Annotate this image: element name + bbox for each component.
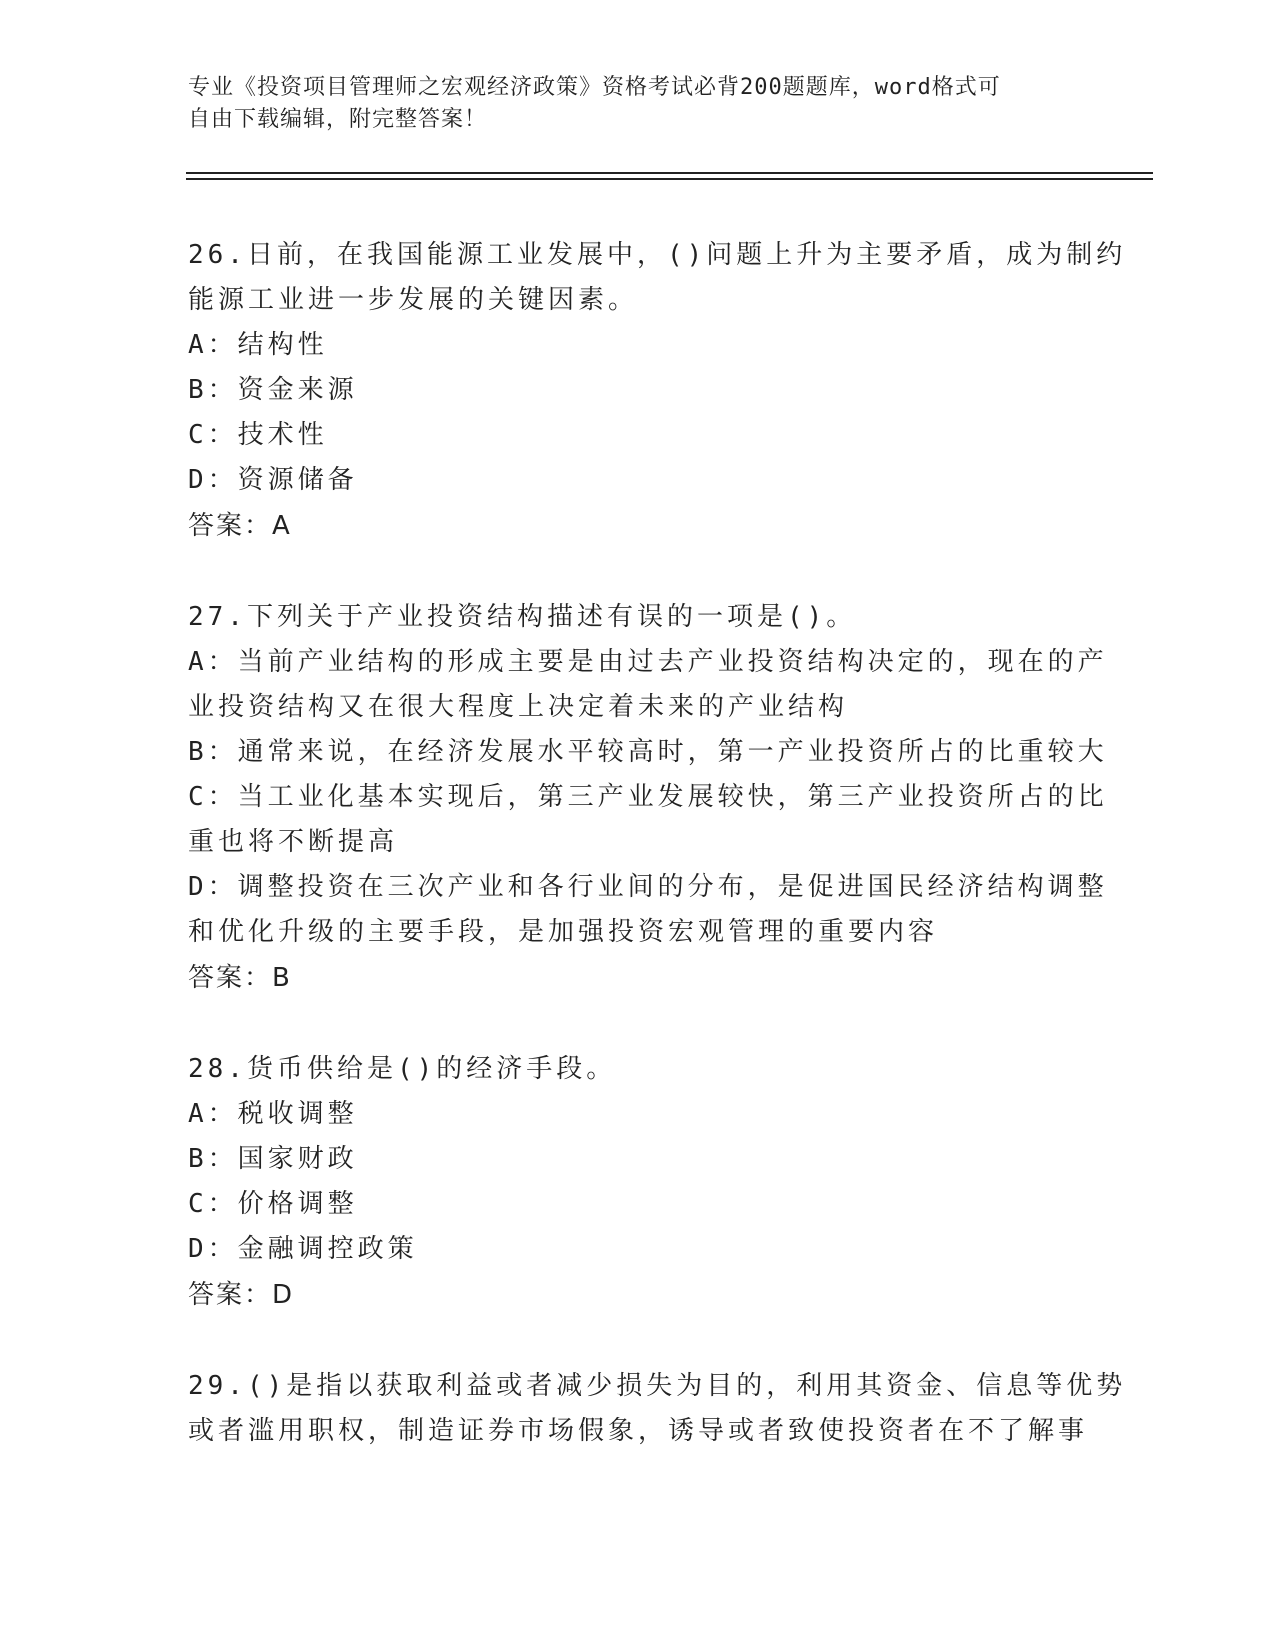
header-rule-bottom (186, 178, 1153, 180)
answer: 答案：A (188, 511, 292, 541)
option-a: A：结构性 (188, 330, 328, 360)
question-29 (188, 1364, 1127, 1454)
option-c-cont: 重也将不断提高 (188, 827, 399, 857)
question-text: 27.下列关于产业投资结构描述有误的一项是()。 (188, 602, 857, 632)
question-text: 或者滥用职权，制造证券市场假象，诱导或者致使投资者在不了解事 (188, 1416, 1089, 1446)
option-b: B：国家财政 (188, 1144, 358, 1174)
option-b: B：资金来源 (188, 375, 358, 405)
header-line: 专业《投资项目管理师之宏观经济政策》资格考试必背200题题库，word格式可 (188, 75, 1001, 100)
header-line: 自由下载编辑，附完整答案！ (188, 107, 488, 132)
question-27 (188, 595, 1108, 1001)
option-c: C：价格调整 (188, 1189, 358, 1219)
question-text: 能源工业进一步发展的关键因素。 (188, 285, 639, 315)
question-list (188, 233, 1127, 1500)
document-header (188, 72, 1068, 136)
option-a: A：当前产业结构的形成主要是由过去产业投资结构决定的，现在的产 (188, 647, 1108, 677)
answer: 答案：B (188, 963, 292, 993)
question-text: 26.日前，在我国能源工业发展中，()问题上升为主要矛盾，成为制约 (188, 240, 1127, 270)
option-d-cont: 和优化升级的主要手段，是加强投资宏观管理的重要内容 (188, 917, 939, 947)
answer: 答案：D (188, 1280, 295, 1310)
option-d: D：金融调控政策 (188, 1234, 418, 1264)
option-a: A：税收调整 (188, 1099, 358, 1129)
question-text: 29.()是指以获取利益或者减少损失为目的，利用其资金、信息等优势 (188, 1371, 1127, 1401)
question-26 (188, 233, 1127, 549)
question-text: 28.货币供给是()的经济手段。 (188, 1054, 617, 1084)
question-28 (188, 1047, 1088, 1318)
header-rule-top (186, 172, 1153, 174)
option-c: C：技术性 (188, 420, 328, 450)
option-b: B：通常来说，在经济发展水平较高时，第一产业投资所占的比重较大 (188, 737, 1108, 767)
option-d: D：资源储备 (188, 465, 358, 495)
option-a-cont: 业投资结构又在很大程度上决定着未来的产业结构 (188, 692, 849, 722)
option-d: D：调整投资在三次产业和各行业间的分布，是促进国民经济结构调整 (188, 872, 1108, 902)
option-c: C：当工业化基本实现后，第三产业发展较快，第三产业投资所占的比 (188, 782, 1108, 812)
